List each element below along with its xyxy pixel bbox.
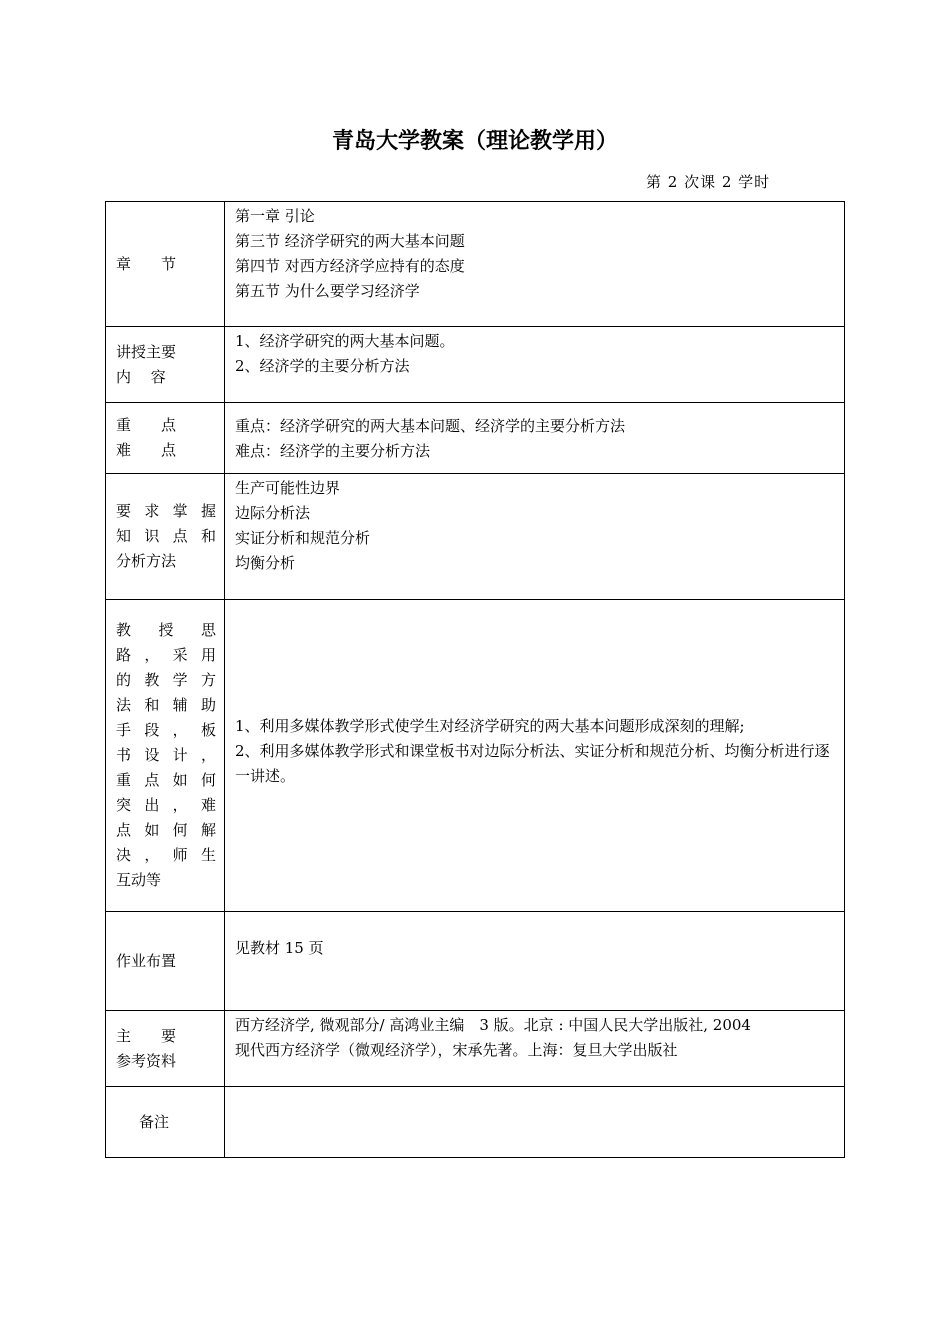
label-homework — [106, 912, 225, 1011]
main-content-line: 2、经济学的主要分析方法 — [235, 357, 410, 375]
row-main-content — [106, 327, 845, 403]
label-notes-text: 备注 — [139, 1112, 170, 1131]
label-teaching-text: 重点如何 — [116, 771, 216, 789]
label-chapter — [106, 202, 225, 327]
key-points-line: 重点：经济学研究的两大基本问题、经济学的主要分析方法 — [235, 417, 626, 435]
label-knowledge-text: 知识点和 — [116, 527, 216, 545]
label-teaching-text: 教 授 思 — [116, 621, 216, 639]
content-notes — [225, 1087, 845, 1158]
teaching-line: 1、利用多媒体教学形式使学生对经济学研究的两大基本问题形成深刻的理解; — [235, 717, 745, 735]
label-references — [106, 1011, 225, 1087]
label-teaching-text: 互动等 — [116, 871, 162, 889]
label-references-text: 主 要 — [116, 1026, 177, 1045]
chapter-line: 第三节 经济学研究的两大基本问题 — [235, 232, 465, 250]
homework-text: 见教材 15 页 — [235, 939, 324, 957]
content-chapter — [225, 202, 845, 327]
label-key-points — [106, 403, 225, 474]
label-teaching-text: 法和辅助 — [116, 696, 216, 714]
label-main-content-text: 讲授主要 — [116, 342, 177, 361]
row-homework — [106, 912, 845, 1011]
label-teaching-text: 点如何解 — [116, 821, 216, 839]
label-teaching — [106, 600, 225, 912]
label-teaching-text: 决，师生 — [116, 846, 216, 864]
label-teaching-text: 突出，难 — [116, 796, 216, 814]
session-info: 第 2 次课 2 学时 — [646, 173, 771, 191]
knowledge-line: 生产可能性边界 — [235, 479, 341, 497]
row-knowledge — [106, 474, 845, 600]
chapter-line: 第四节 对西方经济学应持有的态度 — [235, 257, 465, 275]
chapter-line: 第五节 为什么要学习经济学 — [235, 282, 420, 300]
label-homework-text: 作业布置 — [116, 951, 177, 970]
label-key-points-text: 难 点 — [116, 441, 177, 459]
document-title: 青岛大学教案（理论教学用） — [331, 129, 618, 154]
key-points-line: 难点：经济学的主要分析方法 — [235, 442, 431, 460]
knowledge-line: 实证分析和规范分析 — [235, 529, 371, 547]
content-knowledge — [225, 474, 845, 600]
label-main-content-text: 内 容 — [116, 367, 166, 386]
teaching-line: 2、利用多媒体教学形式和课堂板书对边际分析法、实证分析和规范分析、均衡分析进行逐一讲述。 — [235, 742, 830, 785]
reference-line: 现代西方经济学（微观经济学），宋承先著。上海：复旦大学出版社 — [235, 1041, 678, 1059]
label-chapter-text: 章 节 — [116, 254, 177, 273]
row-notes — [106, 1087, 845, 1158]
content-references — [225, 1011, 845, 1087]
label-knowledge-text: 要求掌握 — [116, 502, 216, 520]
label-main-content — [106, 327, 225, 403]
reference-line: 西方经济学, 微观部分/ 高鸿业主编 3 版。北京 : 中国人民大学出版社, 2004 — [235, 1016, 751, 1034]
content-teaching — [225, 600, 845, 912]
label-teaching-text: 书设计， — [116, 746, 216, 764]
label-teaching-text: 的教学方 — [116, 671, 216, 689]
content-homework — [225, 912, 845, 1011]
label-knowledge — [106, 474, 225, 600]
label-teaching-text: 路，采用 — [116, 646, 216, 664]
knowledge-line: 均衡分析 — [235, 554, 296, 572]
row-references — [106, 1011, 845, 1087]
label-key-points-text: 重 点 — [116, 416, 177, 434]
chapter-line: 第一章 引论 — [235, 207, 315, 225]
content-main-content — [225, 327, 845, 403]
label-knowledge-text: 分析方法 — [116, 552, 177, 570]
knowledge-line: 边际分析法 — [235, 504, 311, 522]
content-key-points — [225, 403, 845, 474]
label-notes — [106, 1087, 225, 1158]
row-key-points — [106, 403, 845, 474]
label-teaching-text: 手段，板 — [116, 721, 216, 739]
label-references-text: 参考资料 — [116, 1051, 177, 1070]
lesson-plan-table — [105, 201, 845, 1158]
main-content-line: 1、经济学研究的两大基本问题。 — [235, 332, 455, 350]
row-chapter — [106, 202, 845, 327]
row-teaching — [106, 600, 845, 912]
